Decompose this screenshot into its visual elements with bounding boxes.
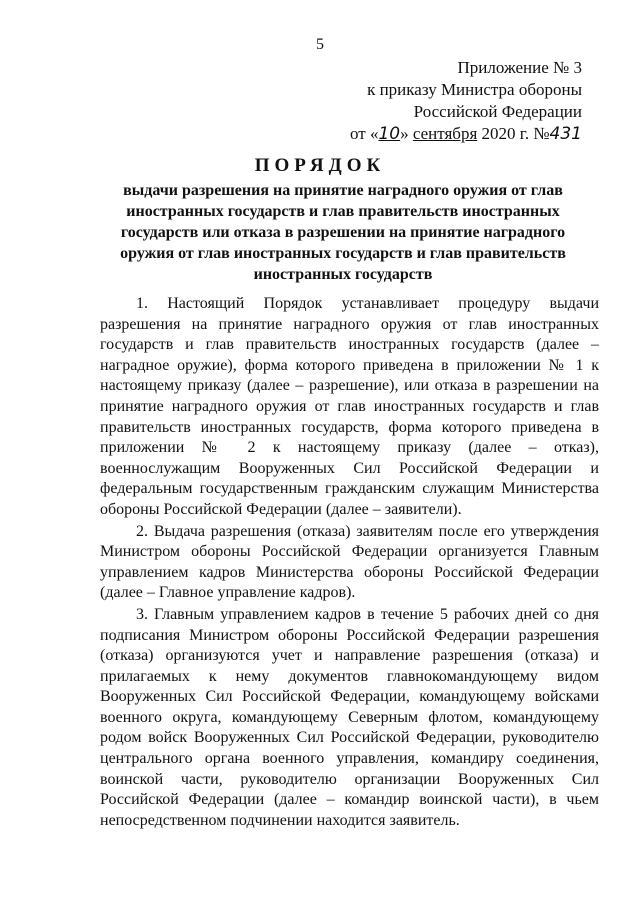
paragraph-2: 2. Выдача разрешения (отказа) заявителям после его утверждения Министром обороны Российской Федерации организуется Главным управлением кадров Министерства обороны Российской Федерации (далее – Главное управление кадров).	[100, 522, 599, 602]
appendix-header	[282, 57, 582, 145]
paragraph-1: 1. Настоящий Порядок устанавливает процедуру выдачи разрешения на принятие наградного оружия от глав иностранных государств и глав правительств иностранных государств (далее – наградное оружие), форма которого приведена в приложении № 1 к настоящему приказу (далее – разрешение), или отказа в разрешении на принятие наградного оружия от глав иностранных государств и глав правительств иностранных государств, форма которого приведена в приложении № 2 к настоящему приказу (далее – отказ), военнослужащим Вооруженных Сил Российской Федерации и федеральным государственным гражданским служащим Министерства обороны Российской Федерации (далее – заявители).	[100, 295, 599, 518]
document-title: ПОРЯДОК	[254, 155, 386, 176]
appendix-title: Приложение № 3	[457, 58, 582, 77]
date-month: сентября	[412, 124, 478, 143]
date-prefix: от «	[350, 124, 379, 143]
document-body	[100, 294, 599, 832]
page-number: 5	[316, 36, 324, 53]
date-year: 2020 г. №	[477, 124, 550, 143]
handwritten-day: 10	[378, 124, 401, 144]
handwritten-order-number: 431	[549, 124, 582, 144]
appendix-date-line	[282, 123, 582, 145]
appendix-order-ref: к приказу Министра обороны	[367, 80, 582, 99]
date-separator: »	[400, 124, 413, 143]
appendix-authority: Российской Федерации	[413, 102, 582, 121]
paragraph-3: 3. Главным управлением кадров в течение 5 рабочих дней со дня подписания Министром обороны Российской Федерации разрешения (отказа) организуются учет и направление разрешения (отказа) и прилагаемых к нему документов главнокомандующему видом Вооруженных Сил Российской Федерации, командующему войсками военного округа, командующему Северным флотом, командующему родом войск Вооруженных Сил Российской Федерации, руководителю центрального органа военного управления, командиру соединения, воинской части, руководителю организации Вооруженных Сил Российской Федерации (далее – командир воинской части), в чьем непосредственном подчинении находится заявитель.	[100, 605, 599, 829]
document-subtitle: выдачи разрешения на принятие наградного оружия от глав иностранных государств и глав правительств иностранных государств или отказа в разрешении на принятие наградного оружия от глав иностранных государств и глав правительств иностранных государств	[120, 182, 566, 283]
